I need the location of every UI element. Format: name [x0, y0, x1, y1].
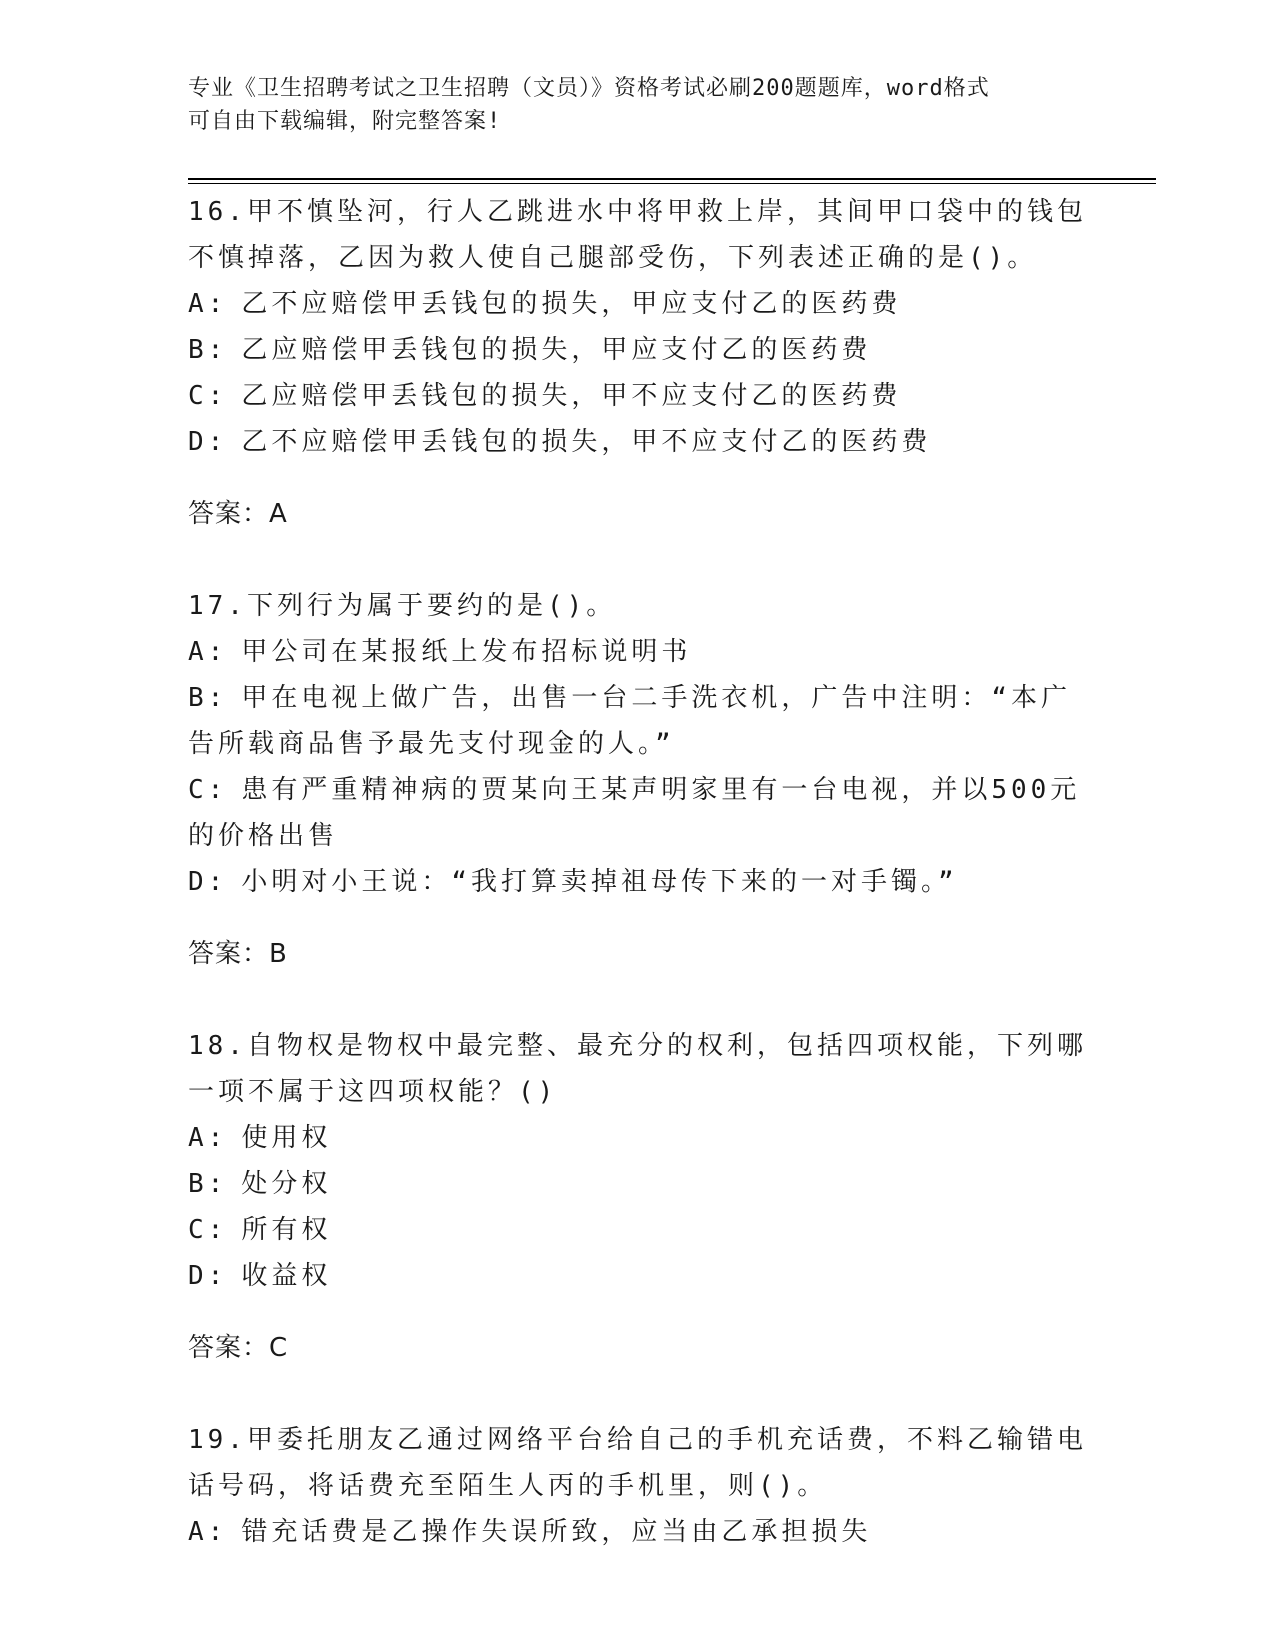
option-a: [188, 281, 1088, 327]
option-text: 甲在电视上做广告，出售一台二手洗衣机，广告中注明：“本广告所载商品售予最先支付现金的人。”: [188, 683, 1071, 759]
option-text: 乙应赔偿甲丢钱包的损失，甲应支付乙的医药费: [241, 335, 872, 365]
header-divider-thin: [188, 183, 1156, 184]
option-a: [188, 1509, 1088, 1555]
option-d: [188, 1253, 1088, 1299]
question-list: [188, 189, 1088, 1555]
question-stem: 19.甲委托朋友乙通过网络平台给自己的手机充话费，不料乙输错电话号码，将话费充至陌生人丙的手机里，则()。: [188, 1425, 1087, 1501]
option-text: 乙不应赔偿甲丢钱包的损失，甲不应支付乙的医药费: [241, 427, 932, 457]
option-a: [188, 1115, 1088, 1161]
option-a: [188, 629, 1088, 675]
option-key: A:: [188, 1123, 228, 1153]
question-stem: 16.甲不慎坠河，行人乙跳进水中将甲救上岸，其间甲口袋中的钱包不慎掉落，乙因为救人使自己腿部受伤，下列表述正确的是()。: [188, 197, 1087, 273]
option-key: D:: [188, 867, 228, 897]
option-c: [188, 373, 1088, 419]
option-text: 处分权: [241, 1169, 332, 1199]
option-b: [188, 675, 1088, 767]
option-c: [188, 1207, 1088, 1253]
question-stem: 18.自物权是物权中最完整、最充分的权利，包括四项权能，下列哪一项不属于这四项权能？(): [188, 1031, 1087, 1107]
option-key: C:: [188, 1215, 228, 1245]
question-19: [188, 1417, 1088, 1555]
option-b: [188, 1161, 1088, 1207]
option-text: 乙应赔偿甲丢钱包的损失，甲不应支付乙的医药费: [241, 381, 902, 411]
header-title-line-1: 专业《卫生招聘考试之卫生招聘（文员）》资格考试必刷200题题库，word格式: [188, 76, 990, 101]
option-text: 小明对小王说：“我打算卖掉祖母传下来的一对手镯。”: [241, 867, 958, 897]
option-c: [188, 767, 1088, 859]
option-text: 所有权: [241, 1215, 332, 1245]
option-text: 收益权: [241, 1261, 332, 1291]
option-d: [188, 419, 1088, 465]
answer-line: 答案：A: [188, 499, 288, 529]
option-key: A:: [188, 289, 228, 319]
option-key: B:: [188, 335, 228, 365]
option-key: A:: [188, 637, 228, 667]
option-key: B:: [188, 683, 228, 713]
option-key: B:: [188, 1169, 228, 1199]
question-18: [188, 1023, 1088, 1371]
question-16: [188, 189, 1088, 537]
header-title-line-2: 可自由下载编辑，附完整答案!: [188, 109, 502, 134]
option-key: C:: [188, 775, 228, 805]
answer-line: 答案：C: [188, 1333, 289, 1363]
option-text: 错充话费是乙操作失误所致，应当由乙承担损失: [241, 1517, 872, 1547]
question-stem: 17.下列行为属于要约的是()。: [188, 591, 617, 621]
question-17: [188, 583, 1088, 977]
option-key: C:: [188, 381, 228, 411]
option-text: 乙不应赔偿甲丢钱包的损失，甲应支付乙的医药费: [241, 289, 902, 319]
option-key: A:: [188, 1517, 228, 1547]
option-d: [188, 859, 1088, 905]
document-header: [188, 72, 1068, 138]
option-text: 甲公司在某报纸上发布招标说明书: [241, 637, 692, 667]
option-text: 患有严重精神病的贾某向王某声明家里有一台电视，并以500元的价格出售: [188, 775, 1081, 851]
option-key: D:: [188, 1261, 228, 1291]
option-key: D:: [188, 427, 228, 457]
header-divider-thick: [188, 178, 1156, 180]
option-b: [188, 327, 1088, 373]
option-text: 使用权: [241, 1123, 332, 1153]
answer-line: 答案：B: [188, 939, 288, 969]
